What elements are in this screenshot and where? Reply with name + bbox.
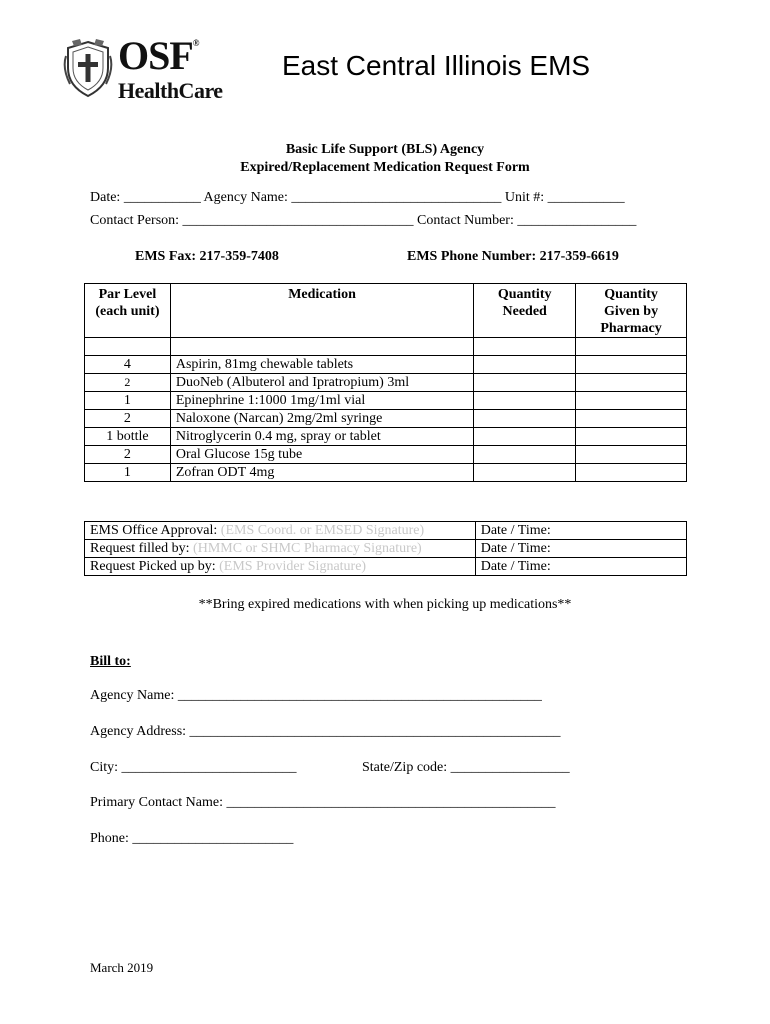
revision-date: March 2019 (90, 960, 154, 975)
shield-crest-icon (62, 38, 114, 100)
quantity-given-cell[interactable] (576, 374, 687, 392)
bill-city-field[interactable]: City: _________________________ (90, 760, 297, 775)
request-picked-up-by-field[interactable]: Request Picked up by: (EMS Provider Signature) (85, 558, 476, 576)
approval-row (85, 540, 687, 558)
table-row: 1 Zofran ODT 4mg (85, 464, 687, 482)
quantity-given-cell[interactable] (576, 428, 687, 446)
table-row: 4 Aspirin, 81mg chewable tablets (85, 356, 687, 374)
osf-logo (62, 33, 244, 104)
quantity-given-cell[interactable] (576, 446, 687, 464)
contact-line[interactable]: Contact Person: _________________________________ Contact Number: _________________ (90, 213, 637, 228)
quantity-given-cell[interactable] (576, 392, 687, 410)
bill-agency-address-field[interactable]: Agency Address: _____________________________________________________ (90, 724, 561, 739)
approval-date-time-field[interactable]: Date / Time: (475, 522, 686, 540)
pickup-date-time-field[interactable]: Date / Time: (475, 558, 686, 576)
quantity-needed-cell[interactable] (474, 410, 576, 428)
form-heading-agency: Basic Life Support (BLS) Agency (285, 142, 485, 157)
quantity-given-cell[interactable] (576, 464, 687, 482)
table-row: 2 DuoNeb (Albuterol and Ipratropium) 3ml (85, 374, 687, 392)
filled-date-time-field[interactable]: Date / Time: (475, 540, 686, 558)
table-row: 2 Naloxone (Narcan) 2mg/2ml syringe (85, 410, 687, 428)
ems-office-approval-field[interactable]: EMS Office Approval: (EMS Coord. or EMSED Signature) (85, 522, 476, 540)
quantity-needed-cell[interactable] (474, 428, 576, 446)
approval-table (84, 521, 687, 576)
logo-wordmark: OSF® (118, 33, 199, 78)
quantity-needed-cell[interactable] (474, 446, 576, 464)
ems-fax: EMS Fax: 217-359-7408 (135, 249, 279, 264)
medication-table (84, 283, 687, 482)
approval-row (85, 522, 687, 540)
approval-row (85, 558, 687, 576)
quantity-given-cell[interactable] (576, 356, 687, 374)
request-filled-by-field[interactable]: Request filled by: (HMMC or SHMC Pharmacy Signature) (85, 540, 476, 558)
header-quantity-given: Quantity Given by Pharmacy (576, 284, 687, 338)
table-spacer-row (85, 338, 687, 356)
form-heading-title: Expired/Replacement Medication Request Form (240, 160, 530, 175)
page-title: East Central Illinois EMS (282, 50, 591, 81)
bill-primary-contact-field[interactable]: Primary Contact Name: _______________________________________________ (90, 795, 556, 810)
bill-to-heading: Bill to: (90, 654, 131, 669)
table-row: 1 bottle Nitroglycerin 0.4 mg, spray or tablet (85, 428, 687, 446)
header-par-level: Par Level (each unit) (85, 284, 171, 338)
ems-phone: EMS Phone Number: 217-359-6619 (407, 249, 619, 264)
table-header-row (85, 284, 687, 338)
logo-subtitle: HealthCare (118, 78, 223, 103)
quantity-needed-cell[interactable] (474, 464, 576, 482)
quantity-needed-cell[interactable] (474, 392, 576, 410)
quantity-needed-cell[interactable] (474, 356, 576, 374)
date-agency-unit-line[interactable]: Date: ___________ Agency Name: ______________________________ Unit #: ___________ (90, 190, 625, 205)
table-row: 2 Oral Glucose 15g tube (85, 446, 687, 464)
expired-medications-note: **Bring expired medications with when picking up medications** (198, 597, 572, 612)
bill-state-zip-field[interactable]: State/Zip code: _________________ (362, 760, 570, 775)
header-quantity-needed: Quantity Needed (474, 284, 576, 338)
header-medication: Medication (170, 284, 473, 338)
table-row: 1 Epinephrine 1:1000 1mg/1ml vial (85, 392, 687, 410)
quantity-given-cell[interactable] (576, 410, 687, 428)
bill-agency-name-field[interactable]: Agency Name: ____________________________________________________ (90, 688, 542, 703)
quantity-needed-cell[interactable] (474, 374, 576, 392)
bill-phone-field[interactable]: Phone: _______________________ (90, 831, 294, 846)
